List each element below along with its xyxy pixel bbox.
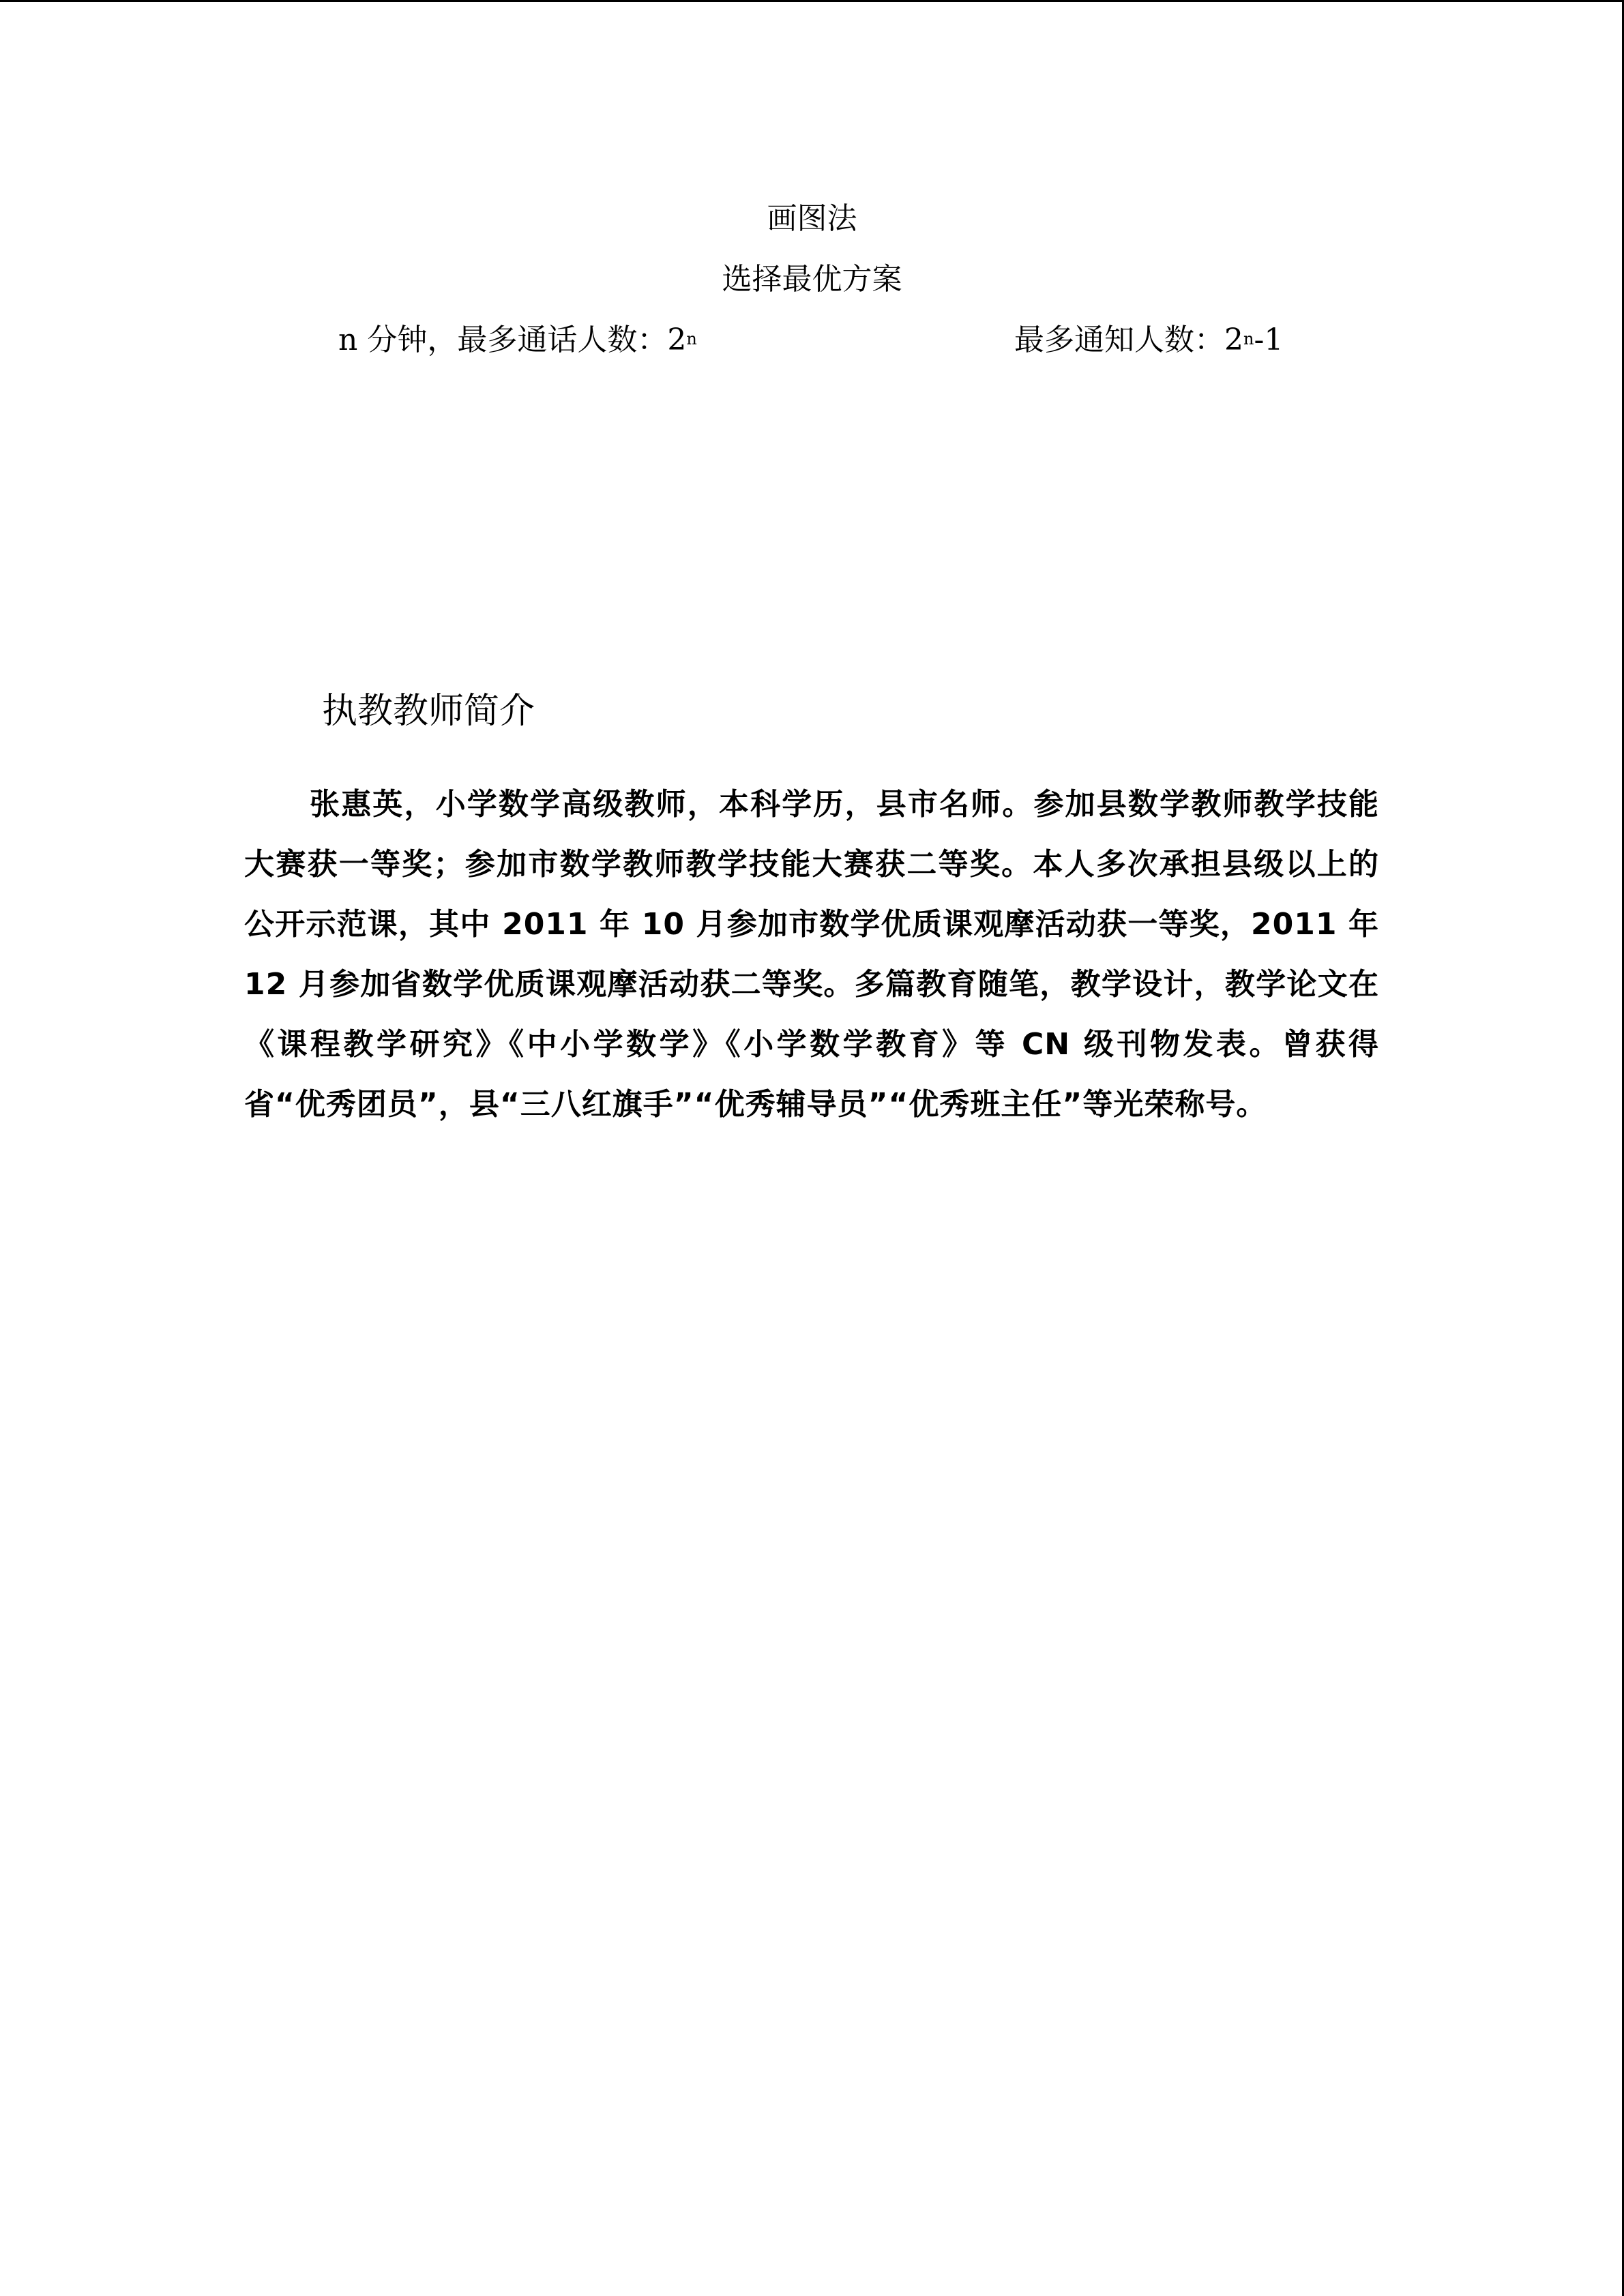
max-notified-label: 最多通知人数：2 xyxy=(1014,323,1243,357)
method-subtitle: 选择最优方案 xyxy=(722,262,902,297)
teacher-bio-paragraph: 张惠英，小学数学高级教师，本科学历，县市名师。参加县数学教师教学技能大赛获一等奖；参加市数学教师教学技能大赛获二等奖。本人多次承担县级以上的公开示范课，其中 2011 年 10 月参加市数学优质课观摩活动获一等奖，2011 年 12 月参加省数学优质课观摩活动获二等奖。多篇教育随笔，教学设计，教学论文在《课程教学研究》《中小学数学》《小学数学教育》等 CN 级刊物发表。曾获得省“优秀团员”，县“三八红旗手”“优秀辅导员”“优秀班主任”等光荣称号。 xyxy=(244,787,1379,1122)
page-top-border xyxy=(0,0,1624,2)
max-notified-text xyxy=(1014,320,1283,361)
max-calls-exponent: n xyxy=(686,329,697,348)
max-calls-label: n 分钟，最多通话人数：2 xyxy=(338,323,687,357)
teacher-intro-heading: 执教教师简介 xyxy=(322,691,535,732)
max-notified-suffix: -1 xyxy=(1254,323,1284,357)
method-title: 画图法 xyxy=(767,201,857,236)
max-calls-text xyxy=(338,320,697,361)
max-notified-exponent: n xyxy=(1243,329,1254,348)
